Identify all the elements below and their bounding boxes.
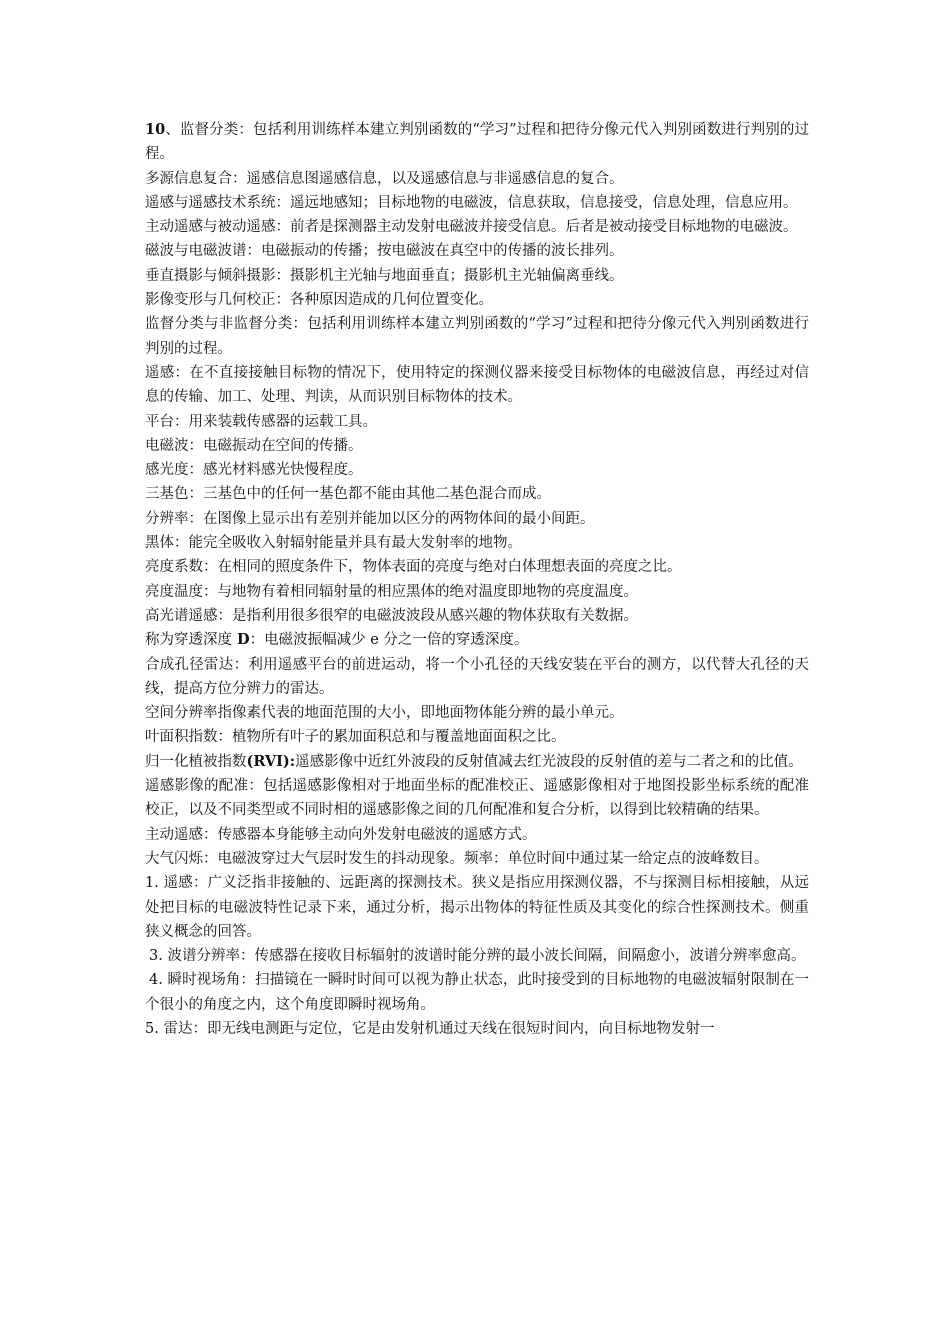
paragraph-text-continued: ：电磁波振幅减少 e 分之一倍的穿透深度。 xyxy=(249,632,529,649)
paragraph-text: 1. 遥感：广义泛指非接触的、远距离的探测技术。狭义是指应用探测仪器，不与探测目标相接触，从远处把目标的电磁波特性记录下来，通过分析，揭示出物体的特征性质及其变化的综合性探测技术。侧重狭义概念的回答。 xyxy=(145,875,809,940)
paragraph-text: 、监督分类：包括利用训练样本建立判别函数的“学习”过程和把待分像元代入判别函数进行判别的过程。 xyxy=(145,122,809,163)
paragraph-item-1 xyxy=(145,871,809,944)
paragraph-text: 遥感：在不直接接触目标物的情况下，使用特定的探测仪器来接受目标物体的电磁波信息，再经过对信息的传输、加工、处理、判读，从而识别目标物体的技术。 xyxy=(145,364,809,406)
paragraph-text: 垂直摄影与倾斜摄影：摄影机主光轴与地面垂直；摄影机主光轴偏离垂线。 xyxy=(145,267,624,284)
paragraph-sensitivity xyxy=(145,458,809,482)
paragraph-remote-sensing xyxy=(145,361,809,410)
paragraph-text: 空间分辨率指像素代表的地面范围的大小，即地面物体能分辨的最小单元。 xyxy=(145,705,624,722)
paragraph-sar xyxy=(145,653,809,702)
paragraph-text-continued: 遥感影像中近红外波段的反射值减去红光波段的反射值的差与二者之和的比值。 xyxy=(295,753,803,770)
paragraph-text: 电磁波：电磁振动在空间的传播。 xyxy=(145,437,363,454)
paragraph-text: 影像变形与几何校正：各种原因造成的几何位置变化。 xyxy=(145,292,493,309)
paragraph-text: 亮度系数：在相同的照度条件下，物体表面的亮度与绝对白体理想表面的亮度之比。 xyxy=(145,559,682,576)
paragraph-text: 称为穿透深度 xyxy=(145,632,232,649)
paragraph-number: 10 xyxy=(145,121,166,138)
paragraph-multisource-fusion xyxy=(145,167,809,191)
paragraph-vegetation-index xyxy=(145,750,809,774)
paragraph-text: 主动遥感与被动遥感：前者是探测器主动发射电磁波并接受信息。后者是被动接受目标地物的电磁波。 xyxy=(145,219,798,236)
paragraph-text: 叶面积指数：植物所有叶子的累加面积总和与覆盖地面面积之比。 xyxy=(145,729,566,746)
paragraph-geometric-correction xyxy=(145,288,809,312)
paragraph-text: 亮度温度：与地物有着相同辐射量的相应黑体的绝对温度即地物的亮度温度。 xyxy=(145,583,638,600)
paragraph-text: 遥感与遥感技术系统：遥远地感知；目标地物的电磁波，信息获取，信息接受，信息处理，信息应用。 xyxy=(145,194,798,211)
paragraph-primary-colors xyxy=(145,482,809,506)
paragraph-vertical-oblique xyxy=(145,264,809,288)
paragraph-scintillation xyxy=(145,847,809,871)
paragraph-text: 4. 瞬时视场角：扫描镜在一瞬时时间可以视为静止状态，此时接受到的目标地物的电磁波辐射限制在一个很小的角度之内，这个角度即瞬时视场角。 xyxy=(145,972,809,1013)
paragraph-supervised-classification xyxy=(145,118,809,167)
paragraph-text: 3. 波谱分辨率：传感器在接收目标辐射的波谱时能分辨的最小波长间隔，间隔愈小，波谱分辨率愈高。 xyxy=(149,948,806,965)
paragraph-item-5 xyxy=(145,1017,809,1041)
paragraph-image-registration xyxy=(145,774,809,823)
paragraph-active-passive xyxy=(145,215,809,239)
paragraph-platform xyxy=(145,410,809,434)
paragraph-penetration-depth xyxy=(145,628,809,652)
paragraph-brightness-temperature xyxy=(145,580,809,604)
paragraph-text: 分辨率：在图像上显示出有差别并能加以区分的两物体间的最小间距。 xyxy=(145,510,595,527)
paragraph-text: 归一化植被指数 xyxy=(145,753,247,770)
paragraph-leaf-area-index xyxy=(145,725,809,749)
paragraph-bold-symbol: D xyxy=(232,631,250,649)
paragraph-text: 磁波与电磁波谱：电磁振动的传播；按电磁波在真空中的传播的波长排列。 xyxy=(145,243,624,260)
paragraph-em-spectrum xyxy=(145,239,809,263)
paragraph-bold-symbol: (RVI): xyxy=(246,752,296,770)
paragraph-hyperspectral xyxy=(145,604,809,628)
paragraph-text: 高光谱遥感：是指利用很多很窄的电磁波波段从感兴趣的物体获取有关数据。 xyxy=(145,607,638,624)
paragraph-text: 平台：用来装载传感器的运载工具。 xyxy=(145,413,377,430)
paragraph-text: 感光度：感光材料感光快慢程度。 xyxy=(145,462,363,479)
paragraph-text: 5. 雷达：即无线电测距与定位，它是由发射机通过天线在很短时间内，向目标地物发射一 xyxy=(145,1020,715,1037)
paragraph-resolution xyxy=(145,507,809,531)
paragraph-text: 合成孔径雷达：利用遥感平台的前进运动，将一个小孔径的天线安装在平台的测方，以代替大孔径的天线，提高方位分辨力的雷达。 xyxy=(145,656,809,697)
paragraph-text: 三基色：三基色中的任何一基色都不能由其他二基色混合而成。 xyxy=(145,486,551,503)
paragraph-blackbody xyxy=(145,531,809,555)
paragraph-active-remote-sensing xyxy=(145,823,809,847)
paragraph-remote-sensing-system xyxy=(145,191,809,215)
document-body xyxy=(145,118,809,1041)
paragraph-text: 监督分类与非监督分类：包括利用训练样本建立判别函数的“学习”过程和把待分像元代入判别函数进行判别的过程。 xyxy=(145,316,809,357)
paragraph-text: 黑体：能完全吸收入射辐射能量并具有最大发射率的地物。 xyxy=(145,535,522,552)
paragraph-text: 多源信息复合：遥感信息图遥感信息，以及遥感信息与非遥感信息的复合。 xyxy=(145,170,624,187)
paragraph-supervised-unsupervised xyxy=(145,312,809,361)
paragraph-text: 大气闪烁：电磁波穿过大气层时发生的抖动现象。频率：单位时间中通过某一给定点的波峰数目。 xyxy=(145,850,769,867)
paragraph-spatial-resolution xyxy=(145,701,809,725)
paragraph-item-3 xyxy=(145,944,809,968)
paragraph-brightness-coefficient xyxy=(145,555,809,579)
paragraph-text: 遥感影像的配准：包括遥感影像相对于地面坐标的配准校正、遥感影像相对于地图投影坐标系统的配准校正，以及不同类型或不同时相的遥感影像之间的几何配准和复合分析，以得到比较精确的结果。 xyxy=(145,778,809,819)
paragraph-em-wave xyxy=(145,434,809,458)
paragraph-text: 主动遥感：传感器本身能够主动向外发射电磁波的遥感方式。 xyxy=(145,826,537,843)
paragraph-item-4 xyxy=(145,968,809,1017)
